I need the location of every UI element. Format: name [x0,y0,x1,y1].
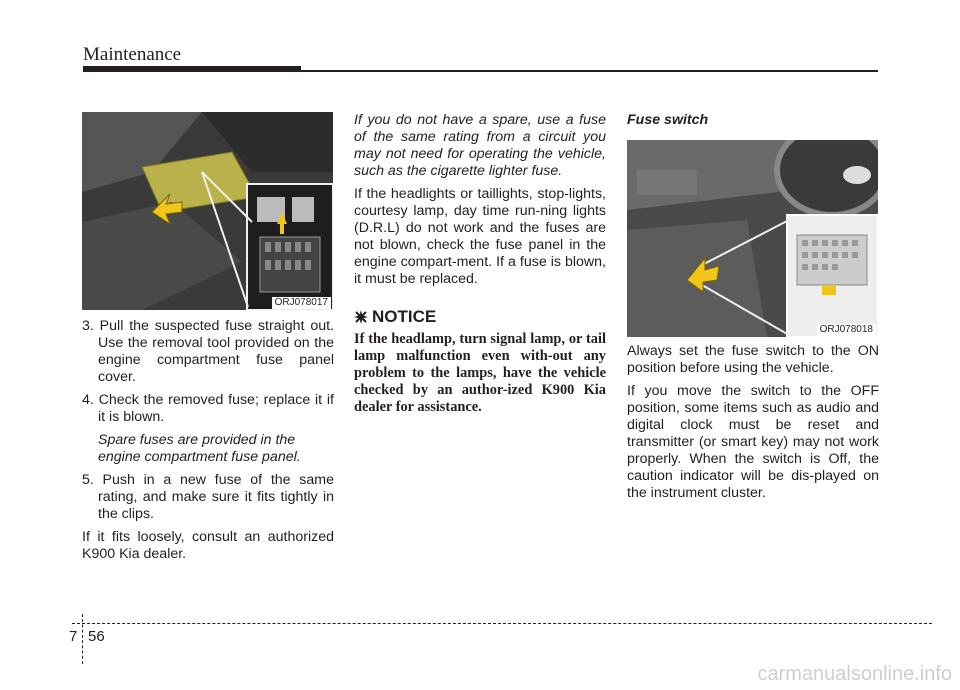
header-rule [301,70,878,72]
fuse-switch-para-1: Always set the fuse switch to the ON position before using the vehicle. [627,343,879,376]
figure-code: ORJ078018 [817,324,876,336]
figure-code: ORJ078017 [272,297,331,309]
spare-italic-para: If you do not have a spare, use a fuse of the same rating from a circuit you may not need for operating the vehicle, such as the cigarette lighter fuse. [354,112,606,179]
header-bar [83,66,301,72]
step-4: 4. Check the removed fuse; replace it if it is blown. [82,392,334,425]
footer-rule [72,623,932,624]
fuse-switch-figure [627,140,878,337]
cross-star-icon [354,310,368,324]
notice-heading [354,308,606,325]
spare-fuse-note: Spare fuses are provided in the engine compartment fuse panel. [98,432,301,465]
step-3: 3. Pull the suspected fuse straight out. Use the removal tool provided on the engine compartment fuse panel cover. [82,318,334,385]
interior-fuse-illustration [627,140,878,337]
notice-title: NOTICE [372,307,437,326]
headlights-para: If the headlights or taillights, stop-lights, courtesy lamp, day time run-ning lights (D.R.L) do not work and the fuses are not blown, check the fuse panel in the engine compart-ment. If a fuse is blown, it must be replaced. [354,186,606,287]
fuse-switch-heading: Fuse switch [627,112,709,128]
loose-fuse-para: If it fits loosely, consult an authorized K900 Kia dealer. [82,529,334,562]
engine-fuse-figure [82,112,333,310]
watermark: carmanualsonline.info [757,663,952,685]
column-right [627,112,879,508]
column-left [82,112,334,569]
footer-divider [82,614,83,664]
fuse-switch-para-2: If you move the switch to the OFF position, some items such as audio and digital clock must be reset and transmitter (or smart key) may not work properly. When the switch is Off, the caution indicator will be dis-played on the instrument cluster. [627,383,879,501]
notice-body: If the headlamp, turn signal lamp, or tail lamp malfunction even with-out any problem to the lamps, have the vehicle checked by an author-ized K900 Kia dealer for assistance. [354,331,606,415]
page-number: 56 [88,628,105,645]
chapter-number: 7 [69,628,78,645]
step-5: 5. Push in a new fuse of the same rating, and make sure it fits tightly in the clips. [82,472,334,522]
page-header-title: Maintenance [83,44,182,65]
column-middle [354,112,606,416]
engine-compartment-illustration [82,112,333,310]
